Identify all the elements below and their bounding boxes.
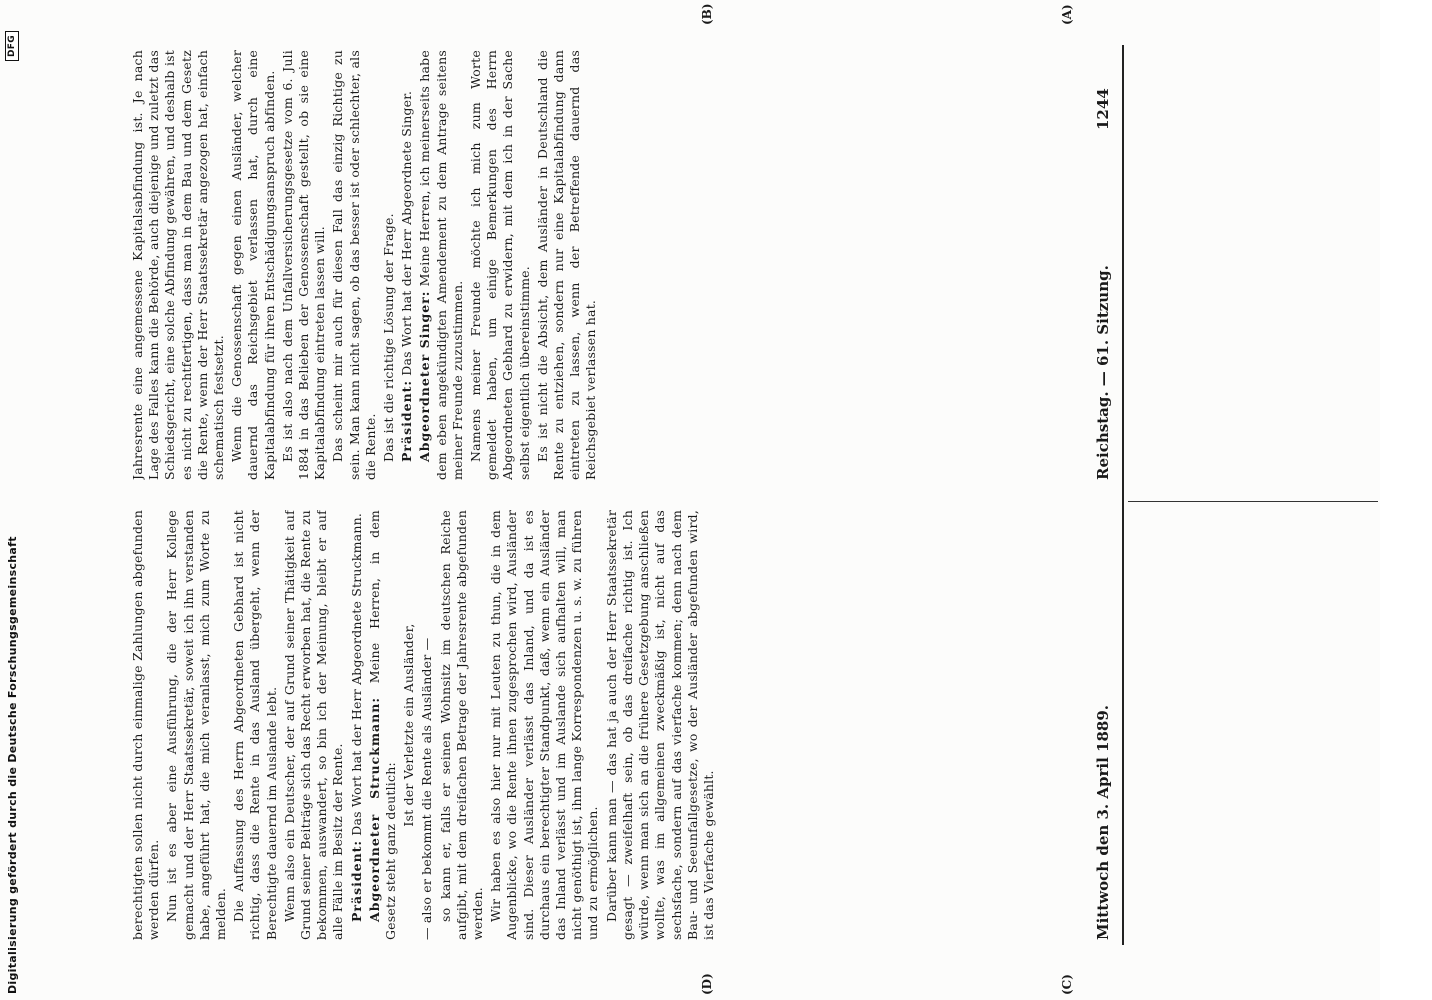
paragraph: Wir haben es also hier nur mit Leuten zu thun, die in dem Augenblicke, wo die Rente ihnen zugesprochen wird, Ausländer sind. Dieser Ausländer verlässt das Inland, und da ist es durchaus ein berechtigter Standpunkt, daß, wenn ein Ausländer das Inland verlässt und im Auslande sich aufhalten will, man nicht genöthigt ist, ihm lange Korrespondenzen u. s. w. zu führen und zu ermöglichen. xyxy=(488,510,601,940)
paragraph: Nun ist es aber eine Ausführung, die der Herr Kollege gemacht und der Herr Staatssekretär, soweit ich ihn verstanden habe, angeführt hat, die mich veranlasst, mich zum Worte zu melden. xyxy=(164,510,229,940)
speaker-text: Das Wort hat der Herr Abgeordnete Struckmann. xyxy=(348,512,364,836)
column-right xyxy=(130,510,1070,940)
header-title-left: Reichstag. — 61. Sitzung. xyxy=(1094,265,1112,480)
speaker-name: Präsident: xyxy=(399,379,415,462)
dfg-logo: DFG xyxy=(5,31,19,61)
paragraph: Das scheint mir auch für diesen Fall das einzig Richtige zu sein. Man kann nicht sagen, ob das besser ist oder schlechter, als die Rente. xyxy=(330,50,378,480)
page-number: 1244 xyxy=(1094,88,1112,130)
speaker-text: Meine Herren, ich meinerseits habe dem eben angekündigten Amendement zu dem Antrage seitens meiner Freunde zuzustimmen. xyxy=(417,50,465,480)
funding-footer xyxy=(0,0,28,1000)
paragraph: Das ist die richtige Lösung der Frage. xyxy=(381,213,397,462)
paragraph: Darüber kann man — das hat ja auch der Herr Staatssekretär gesagt — zweifelhaft sein, ob das dreifache richtig ist. Ich würde, wenn man sich an die frühere Gesetzgebung anschließen wollte, was im allgemeinen zweckmäßig ist, nicht auf das sechsfache, sondern auf das vierfache kommen; denn nach dem Bau- und Seeunfallgesetze, wo der Ausländer abgefunden wird, ist das Vierfache gewählt. xyxy=(603,510,716,940)
paragraph: Wenn also ein Deutscher, der auf Grund seiner Thätigkeit auf Grund seiner Beiträge sich das Recht erworben hat, die Rente zu bekommen, auswandert, so bin ich der Meinung, bleibt er auf alle Fälle im Besitz der Rente. xyxy=(281,510,346,940)
speaker-name: Abgeordneter Singer: xyxy=(417,290,433,462)
paragraph: Jahresrente eine angemessene Kapitalsabfindung ist. Je nach Lage des Falles kann die Behörde, auch diejenige und zuletzt das Schiedsgericht, eine solche Abfindung gewähren, und deshalb ist es nicht zu rechtfertigen, dass man in dem Bau und dem Gesetz die Rente, wenn der Herr Staatssekretär angezogen hat, einfach schematisch festsetzt. xyxy=(130,50,227,480)
paragraph: Es ist also nach dem Unfallversicherungsgesetze vom 6. Juli 1884 in das Belieben der Genossenschaft gestellt, ob sie eine Kapitalabfindung eintreten lassen will. xyxy=(279,50,328,480)
column-left xyxy=(130,50,1070,480)
speaker-paragraph xyxy=(367,510,399,940)
quote-line: so kann er, falls er seinen Wohnsitz im deutschen Reiche aufgibt, mit dem dreifachen Betrage der Jahresrente abgefunden werden. xyxy=(437,510,486,940)
header-rule xyxy=(1122,45,1124,945)
paragraph: Es ist nicht die Absicht, dem Ausländer in Deutschland die Rente zu entziehen, sondern nur eine Kapitalabfindung dann eintreten zu lassen, wenn der Betreffende dauernd das Reichsgebiet verlassen hat. xyxy=(534,50,599,480)
speaker-paragraph xyxy=(349,510,365,940)
paragraph: berechtigten sollen nicht durch einmalige Zahlungen abgefunden werden dürfen. xyxy=(130,510,162,940)
paragraph: Die Auffassung des Herrn Abgeordneten Gebhard ist nicht richtig, dass die Rente in das Ausland übergeht, wenn der Berechtigte dauernd im Auslande lebt. xyxy=(231,510,279,940)
quote-line: — also er bekommt die Rente als Ausländer — xyxy=(419,637,435,940)
footer-text: Digitalisierung gefördert durch die Deutsche Forschungsgemeinschaft xyxy=(6,536,19,994)
speaker-text: Meine Herren, in dem Gesetz steht ganz deutlich: xyxy=(366,510,399,940)
marker-a: (A) xyxy=(1060,4,1074,25)
marker-d: (D) xyxy=(700,973,714,995)
speaker-paragraph xyxy=(417,50,466,480)
column-divider xyxy=(1128,501,1378,502)
speaker-text: Das Wort hat der Herr Abgeordnete Singer. xyxy=(399,90,415,376)
speaker-paragraph xyxy=(399,50,415,480)
header-title-right: Mittwoch den 3. April 1889. xyxy=(1094,705,1112,940)
speaker-name: Abgeordneter Struckmann: xyxy=(366,697,382,922)
paragraph: Namens meiner Freunde möchte ich mich zum Worte gemeldet haben, um einige Bemerkungen des Herrn Abgeordneten Gebhard zu erwidern, mit dem ich in der Sache selbst eigentlich übereinstimme. xyxy=(468,50,532,480)
paragraph: Wenn die Genossenschaft gegen einen Ausländer, welcher dauernd das Reichsgebiet verlassen hat, durch eine Kapitalabfindung für ihren Entschädigungsanspruch abfinden. xyxy=(229,50,277,480)
marker-b: (B) xyxy=(700,3,714,25)
speaker-name: Präsident: xyxy=(348,839,364,922)
quote-line: Ist der Verletzte ein Ausländer, xyxy=(401,623,417,827)
marker-c: (C) xyxy=(1060,974,1074,995)
page-header xyxy=(1090,0,1120,1000)
